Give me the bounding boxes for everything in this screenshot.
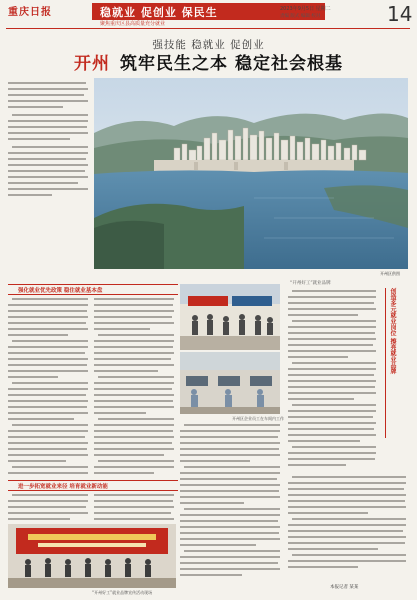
subheadline: 强技能 稳就业 促创业 — [152, 39, 265, 51]
photo-credit: 开州区供图 — [380, 271, 400, 276]
section-header-1 — [8, 284, 178, 295]
masthead: 重庆日报 — [8, 7, 52, 18]
photo-caption-1: 开州区企业员工在车间内工作 — [232, 416, 284, 421]
pull-quote: “开州好工”就业品牌 — [290, 281, 331, 286]
headline-location: 开州 — [74, 54, 111, 74]
headline-text: 筑牢民生之本 稳定社会根基 — [120, 54, 343, 74]
header-divider — [6, 28, 410, 29]
body-column-6 — [180, 420, 280, 590]
workshop-photo — [180, 352, 280, 414]
section-header-2 — [8, 480, 178, 491]
side-section-title: 创造多元就业岗位 擦亮就业品牌 — [389, 288, 396, 375]
section-title-2: 进一步拓宽就业来径 培育就业新动能 — [18, 484, 108, 490]
lead-text-column — [8, 82, 88, 202]
byline: 本报记者 某某 — [330, 585, 359, 590]
body-column-1 — [8, 298, 88, 476]
job-fair-photo — [180, 284, 280, 350]
body-column-3 — [288, 281, 378, 474]
body-column-2 — [94, 298, 174, 476]
city-lake-photo — [94, 78, 408, 269]
page-number: 14 — [387, 2, 413, 26]
body-column-7 — [288, 476, 408, 576]
banner-title: 稳就业 促创业 保民生 — [100, 6, 218, 19]
banner-subtitle: 聚焦重庆区县高质量充分就业 — [100, 21, 166, 27]
editor-credits: 责编 版式 编辑 校对 — [280, 14, 321, 19]
body-column-5 — [94, 494, 174, 522]
section-title-1: 强化就业优先政策 稳住就业基本盘 — [18, 288, 103, 294]
body-column-4 — [8, 494, 88, 522]
photo-caption-2: “开州好工”就业品牌宣传活动现场 — [92, 590, 153, 595]
main-headline — [0, 49, 417, 74]
event-stage-photo — [8, 524, 176, 588]
issue-date: 2023年9月5日 星期二 — [280, 6, 331, 12]
side-section-header — [385, 288, 398, 438]
